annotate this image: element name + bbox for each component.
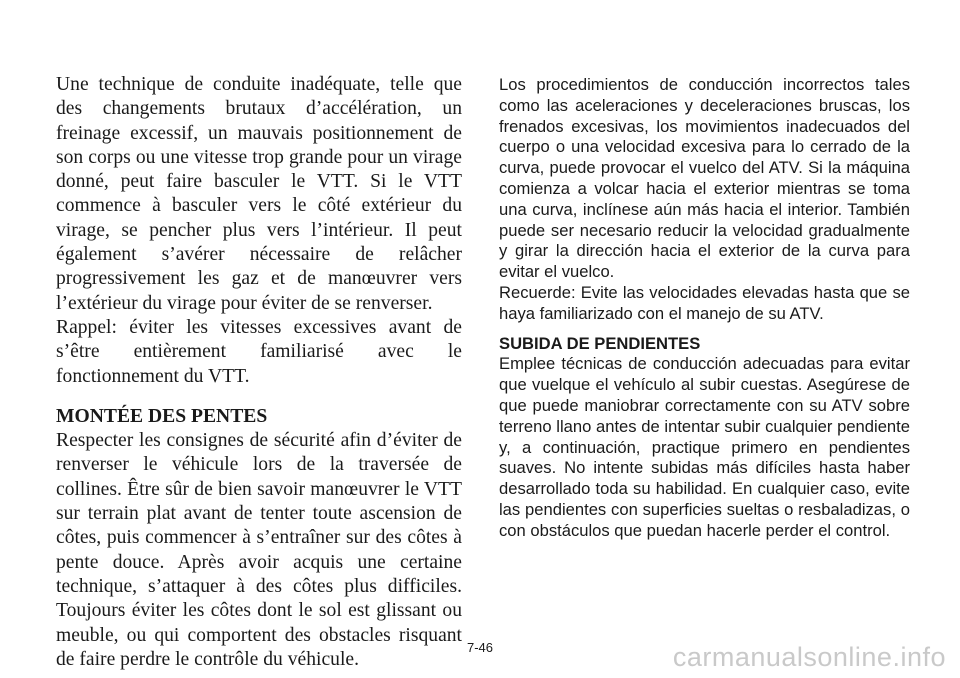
french-paragraph-riding-technique: Une technique de conduite inadéquate, telle que des changements brutaux d’accélération, un freinage excessif, un mauvais positionnement de son corps ou une vitesse trop grande pour un virage donné, peut faire basculer le VTT. Si le VTT commence à basculer vers le côté extérieur du virage, se pencher plus vers l’intérieur. Il peut également s’avérer nécessaire de relâcher progressivement les gaz et de manœuvrer vers l’extérieur du virage pour éviter de se renverser. [56,74,462,314]
french-paragraph-speed-reminder: Rappel: éviter les vitesses excessives avant de s’être entièrement familiarisé avec le fonctionnement du VTT. [56,316,462,387]
french-heading-climbing-hills: MONTÉE DES PENTES [56,405,268,427]
spanish-column [499,75,910,542]
page-number: 7-46 [466,640,494,655]
spanish-paragraph-riding-technique: Los procedimientos de conducción incorrectos tales como las aceleraciones y deceleraciones bruscas, los frenados excesivas, los movimientos inadecuados del cuerpo o una velocidad excesiva para lo cerrado de la curva, puede provocar el vuelco del ATV. Si la máquina comienza a volcar hacia el exterior mientras se toma una curva, inclínese aún más hacia el interior. También puede ser necesario reducir la velocidad gradualmente y girar la dirección hacia el exterior de la curva para evitar el vuelco. [499,75,910,282]
spanish-heading-climbing-hills: SUBIDA DE PENDIENTES [499,333,701,353]
spanish-paragraph-speed-reminder: Recuerde: Evite las velocidades elevadas hasta que se haya familiarizado con el manejo de su ATV. [499,282,910,323]
spanish-paragraph-climbing-hills: Emplee técnicas de conducción adecuadas para evitar que vuelque el vehículo al subir cuestas. Asegúrese de que puede maniobrar correctamente con su ATV sobre terreno llano antes de intentar subir cualquier pendiente y, a continuación, practique primero en pendientes suaves. No intente subidas más difíciles hasta haber desarrollado toda su habilidad. En cualquier caso, evite las pendientes con superficies sueltas o resbaladizas, o con obstáculos que puedan hacerle perder el control. [499,354,910,540]
french-paragraph-climbing-hills: Respecter les consignes de sécurité afin d’éviter de renverser le véhicule lors de la traversée de collines. Être sûr de bien savoir manœuvrer le VTT sur terrain plat avant de tenter toute ascension de côtes, puis commencer à s’entraîner sur des côtes à pente douce. Après avoir acquis une certaine technique, s’attaquer à des côtes plus difficiles. Toujours éviter les côtes dont le sol est glissant ou meuble, ou qui comportent des obstacles risquant de faire perdre le contrôle du véhicule. [56,430,462,670]
french-column [56,73,462,672]
watermark: carmanualsonline.info [672,642,946,672]
